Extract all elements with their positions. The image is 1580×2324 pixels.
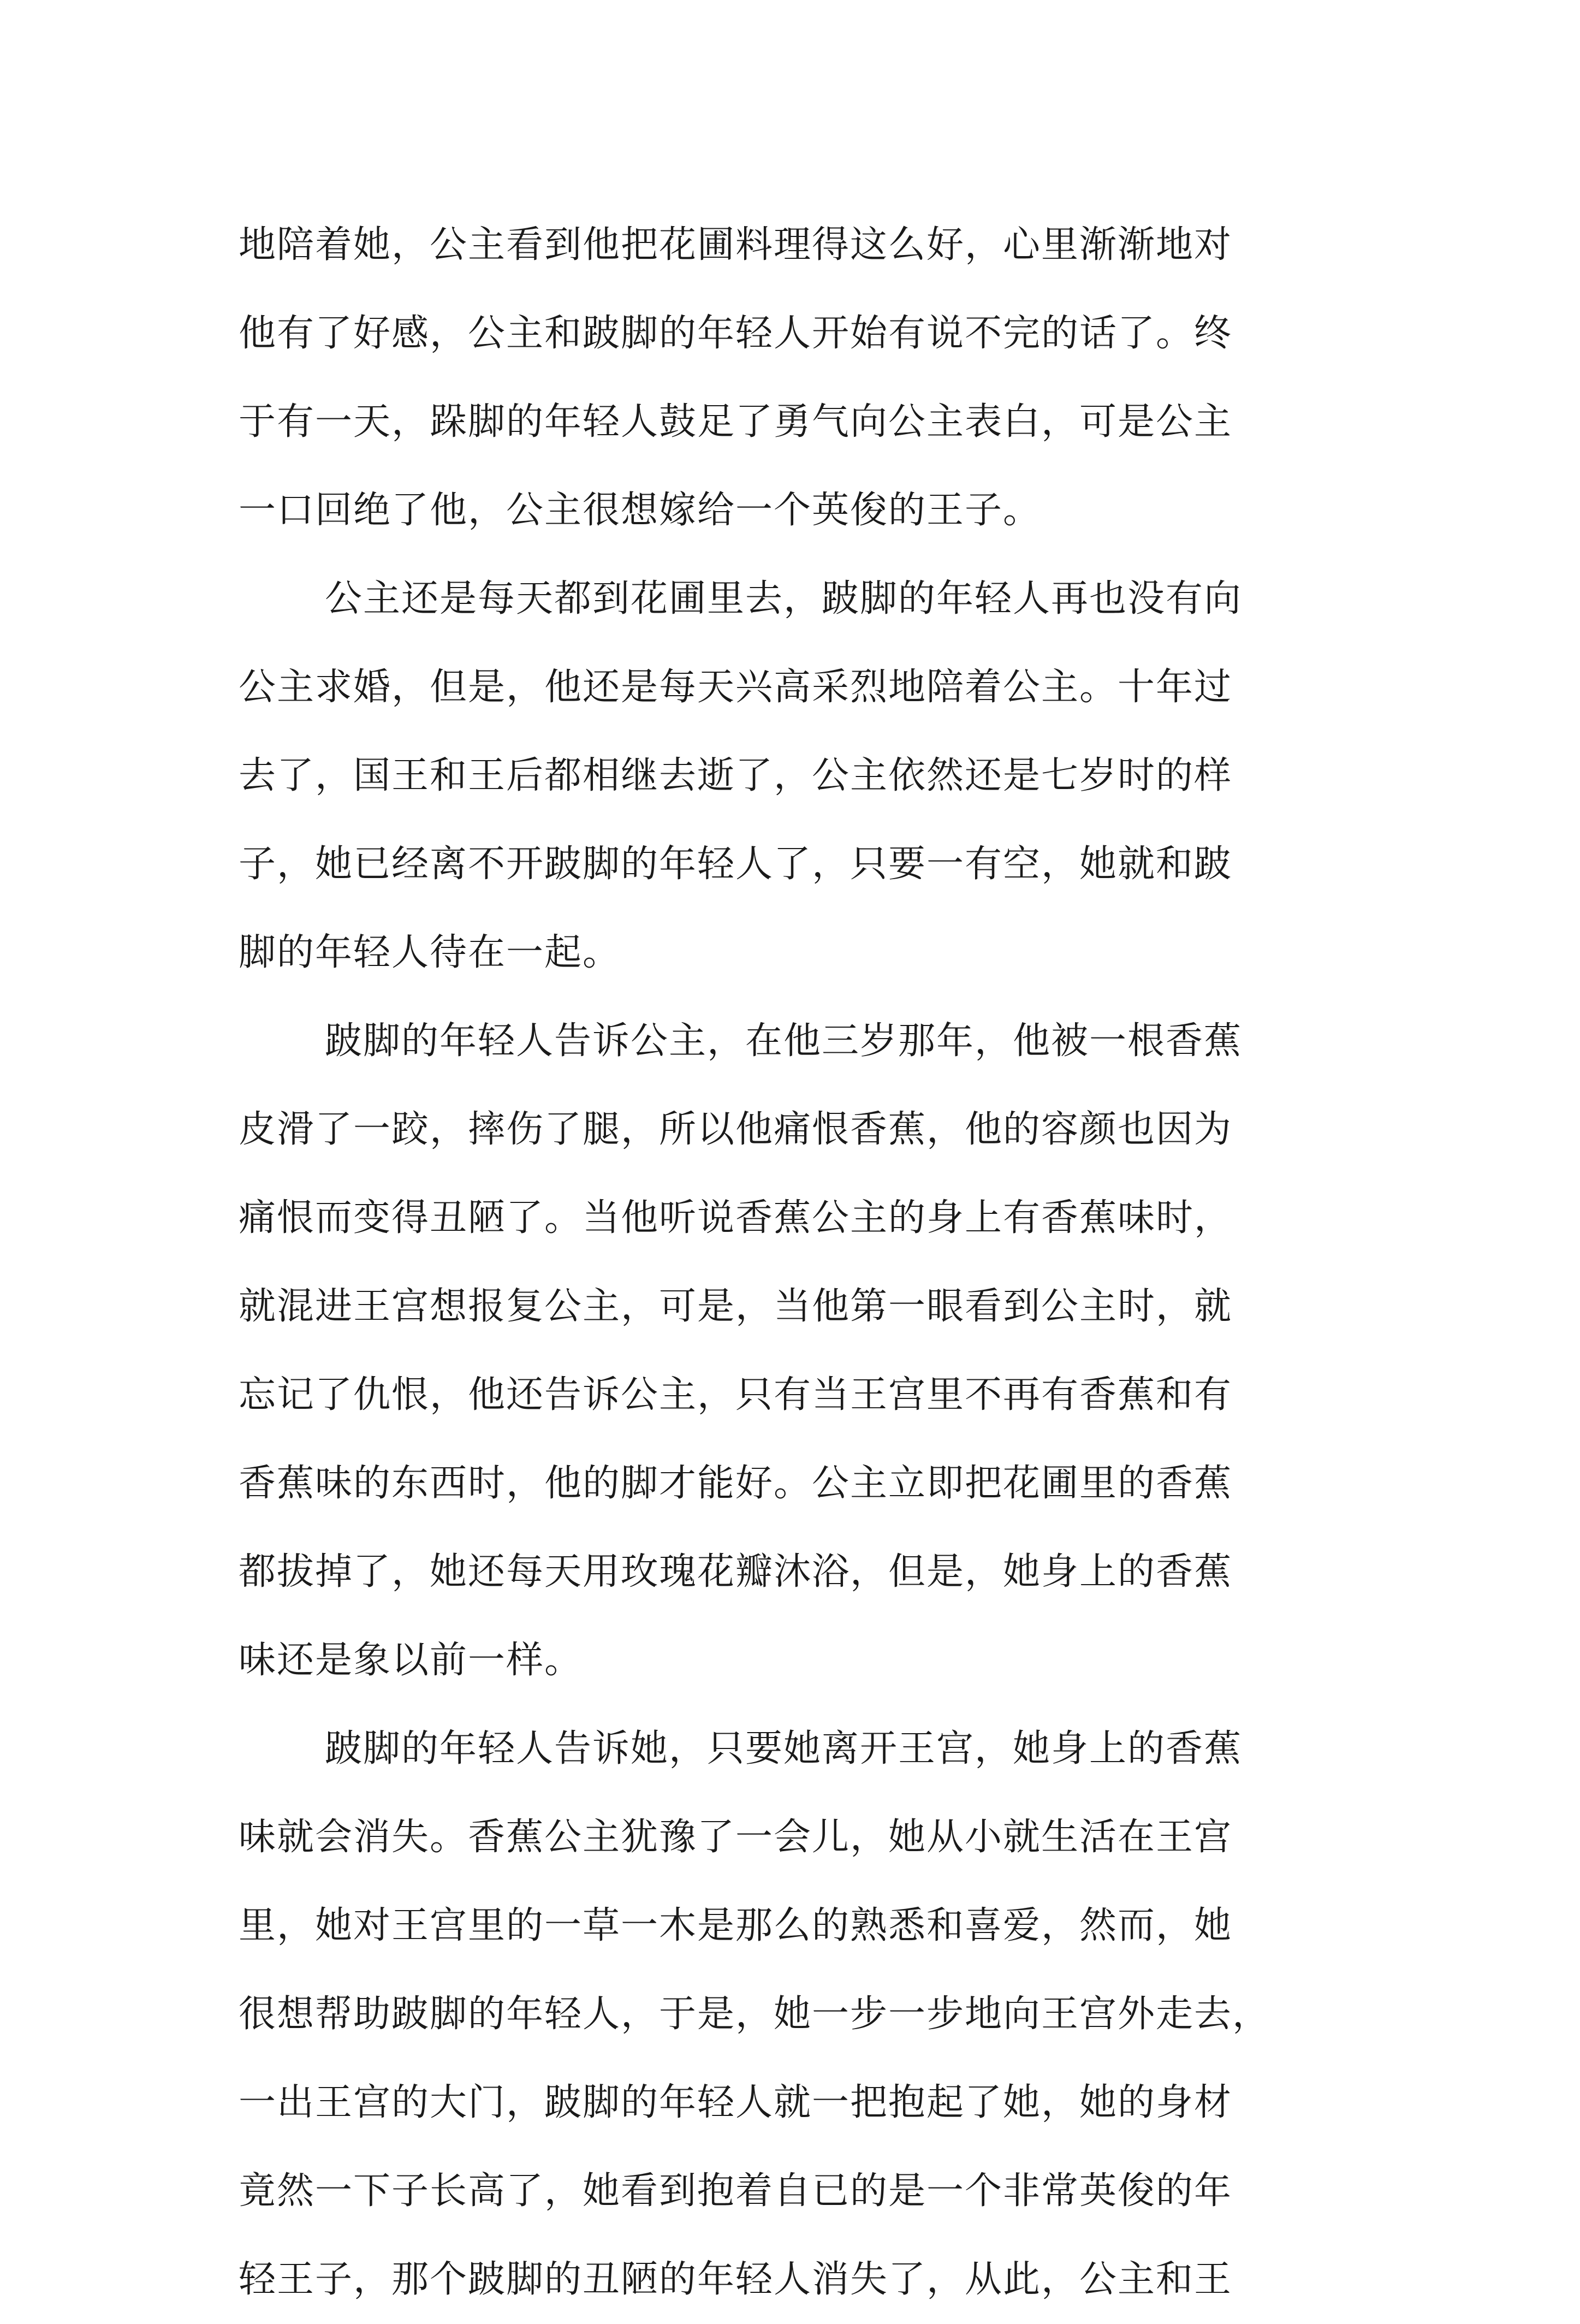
text-line: 忘记了仇恨，他还告诉公主，只有当王宫里不再有香蕉和有 — [239, 1373, 1233, 1416]
text-line: 轻王子，那个跛脚的丑陋的年轻人消失了，从此，公主和王 — [239, 2258, 1233, 2301]
text-line: 皮滑了一跤，摔伤了腿，所以他痛恨香蕉，他的容颜也因为 — [239, 1108, 1233, 1151]
paragraph-start-line: 跛脚的年轻人告诉公主，在他三岁那年，他被一根香蕉 — [325, 1019, 1243, 1063]
text-line: 香蕉味的东西时，他的脚才能好。公主立即把花圃里的香蕉 — [239, 1462, 1233, 1505]
text-line: 公主求婚，但是，他还是每天兴高采烈地陪着公主。十年过 — [239, 666, 1233, 709]
text-line: 脚的年轻人待在一起。 — [239, 931, 621, 974]
text-line: 去了，国王和王后都相继去逝了，公主依然还是七岁时的样 — [239, 754, 1233, 797]
text-line: 都拔掉了，她还每天用玫瑰花瓣沐浴，但是，她身上的香蕉 — [239, 1550, 1233, 1593]
text-line: 味就会消失。香蕉公主犹豫了一会儿，她从小就生活在王宫 — [239, 1816, 1233, 1859]
text-line: 地陪着她，公主看到他把花圃料理得这么好，心里渐渐地对 — [239, 223, 1233, 266]
paragraph-start-line: 跛脚的年轻人告诉她，只要她离开王宫，她身上的香蕉 — [325, 1727, 1243, 1770]
text-line: 里，她对王宫里的一草一木是那么的熟悉和喜爱，然而，她 — [239, 1904, 1233, 1947]
text-line: 一出王宫的大门，跛脚的年轻人就一把抱起了她，她的身材 — [239, 2081, 1233, 2124]
story-text — [239, 201, 1352, 2324]
text-line: 很想帮助跛脚的年轻人，于是，她一步一步地向王宫外走去， — [239, 1993, 1271, 2036]
text-line: 他有了好感，公主和跛脚的年轻人开始有说不完的话了。终 — [239, 312, 1233, 355]
text-line: 味还是象以前一样。 — [239, 1639, 583, 1682]
text-line: 一口回绝了他，公主很想嫁给一个英俊的王子。 — [239, 489, 1042, 532]
paragraph-start-line: 公主还是每天都到花圃里去，跛脚的年轻人再也没有向 — [325, 577, 1243, 620]
text-line: 于有一天，跺脚的年轻人鼓足了勇气向公主表白，可是公主 — [239, 400, 1233, 443]
text-line: 就混进王宫想报复公主，可是，当他第一眼看到公主时，就 — [239, 1285, 1233, 1328]
text-line: 子，她已经离不开跛脚的年轻人了，只要一有空，她就和跛 — [239, 843, 1233, 886]
text-line: 痛恨而变得丑陋了。当他听说香蕉公主的身上有香蕉味时， — [239, 1196, 1233, 1240]
text-line: 竟然一下子长高了，她看到抱着自已的是一个非常英俊的年 — [239, 2169, 1233, 2213]
